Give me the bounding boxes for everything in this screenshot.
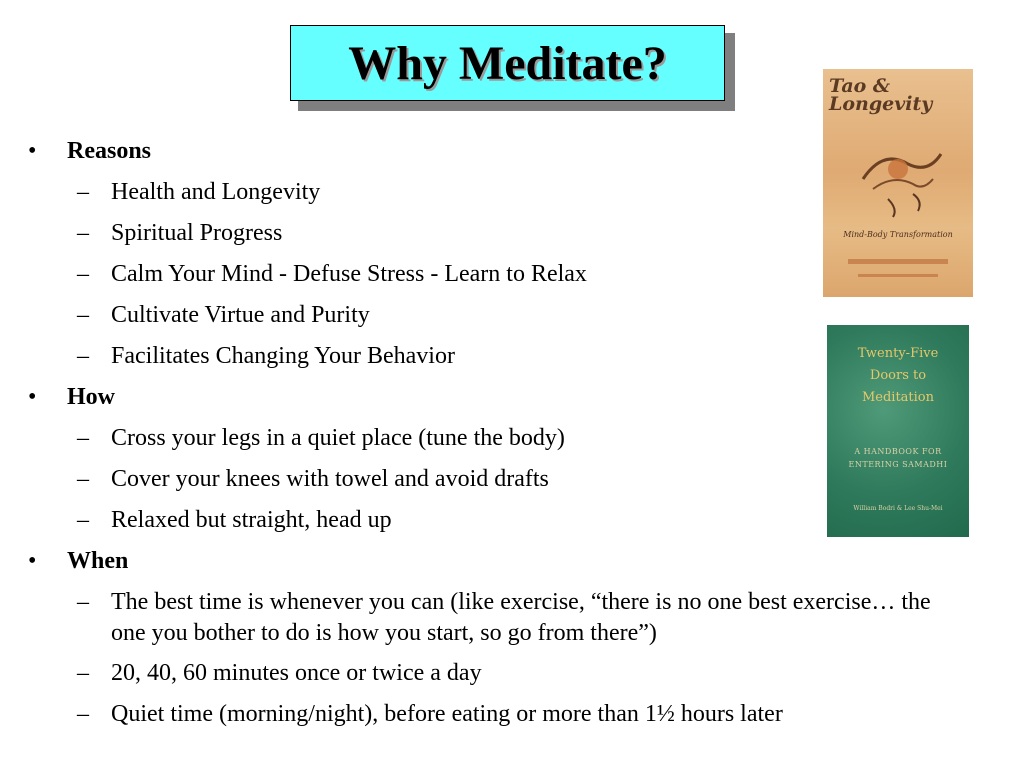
list-item-text: 20, 40, 60 minutes once or twice a day bbox=[111, 660, 482, 686]
book-title bbox=[827, 343, 969, 409]
list-item-text: Cross your legs in a quiet place (tune the body) bbox=[111, 425, 565, 451]
list-item bbox=[0, 587, 1000, 649]
book-publisher-band bbox=[858, 274, 938, 277]
dash-icon: – bbox=[77, 507, 89, 533]
dragon-illustration-icon bbox=[853, 139, 948, 219]
book-subtitle-line: ENTERING SAMADHI bbox=[848, 460, 948, 469]
book-subtitle-line: A HANDBOOK FOR bbox=[854, 447, 942, 456]
bullet-icon: • bbox=[28, 138, 37, 164]
dash-icon: – bbox=[77, 302, 89, 328]
list-item-text: Cultivate Virtue and Purity bbox=[111, 302, 370, 328]
dash-icon: – bbox=[77, 660, 89, 686]
title-box bbox=[290, 25, 725, 101]
dash-icon: – bbox=[77, 466, 89, 492]
book-title bbox=[829, 75, 933, 115]
book-author-band bbox=[848, 259, 948, 264]
book-authors: William Bodri & Lee Shu-Mei bbox=[853, 505, 943, 512]
bullet-icon: • bbox=[28, 384, 37, 410]
section-heading: When bbox=[67, 548, 129, 574]
list-item-text: The best time is whenever you can (like exercise, “there is no one best exercise… the one you bother to do is how you start, so go from there”) bbox=[111, 589, 931, 646]
list-item-text: Health and Longevity bbox=[111, 179, 321, 205]
book-subtitle bbox=[827, 445, 969, 471]
dash-icon: – bbox=[77, 589, 89, 615]
section-heading: Reasons bbox=[67, 138, 152, 164]
dash-icon: – bbox=[77, 220, 89, 246]
section-heading: How bbox=[67, 384, 115, 410]
dash-icon: – bbox=[77, 343, 89, 369]
book-cover-twenty-five-doors bbox=[827, 325, 969, 537]
book-cover-tao-longevity bbox=[823, 69, 973, 297]
book-title-line: Meditation bbox=[861, 390, 935, 405]
book-title-line: Tao & bbox=[829, 75, 891, 97]
list-item-text: Facilitates Changing Your Behavior bbox=[111, 343, 455, 369]
book-title-line: Twenty-Five bbox=[857, 346, 939, 361]
dash-icon: – bbox=[77, 425, 89, 451]
list-item-text: Quiet time (morning/night), before eating or more than 1½ hours later bbox=[111, 701, 783, 727]
book-title-line: Doors to bbox=[869, 368, 927, 383]
book-subtitle: Mind-Body Transformation bbox=[843, 230, 953, 239]
slide-title: Why Meditate? bbox=[348, 36, 667, 90]
bullet-icon: • bbox=[28, 548, 37, 574]
section-when bbox=[0, 546, 1000, 576]
dash-icon: – bbox=[77, 701, 89, 727]
list-item-text: Relaxed but straight, head up bbox=[111, 507, 392, 533]
list-item-text: Cover your knees with towel and avoid drafts bbox=[111, 466, 549, 492]
book-title-line: Longevity bbox=[829, 93, 933, 115]
list-item bbox=[0, 699, 1000, 729]
list-item-text: Spiritual Progress bbox=[111, 220, 283, 246]
dash-icon: – bbox=[77, 179, 89, 205]
list-item bbox=[0, 658, 1000, 688]
list-item-text: Calm Your Mind - Defuse Stress - Learn to Relax bbox=[111, 261, 587, 287]
dash-icon: – bbox=[77, 261, 89, 287]
